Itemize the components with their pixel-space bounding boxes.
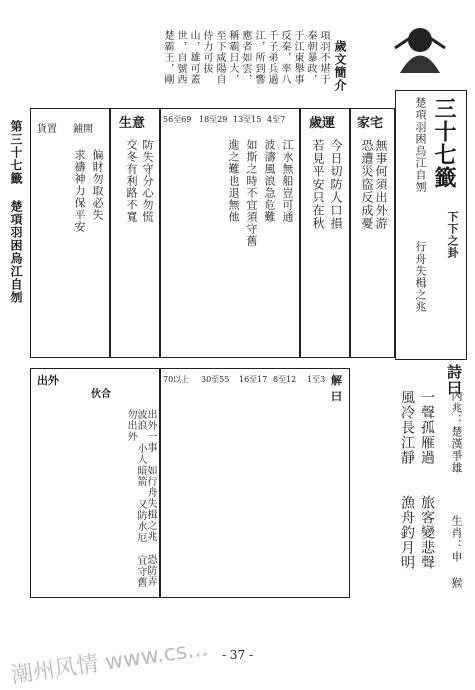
title-block (395, 90, 467, 360)
age-table-top (160, 108, 300, 358)
cooperate-label: 伙合 (91, 389, 111, 400)
age-h-2: 18至29 (199, 115, 228, 124)
poem-label: 詩曰 (445, 364, 463, 396)
subtitle: 行舟失楫之兆 (414, 241, 427, 313)
fortune-number: 三十七籤 (431, 97, 457, 189)
history-label: 歲文簡介 (333, 40, 347, 92)
age-h-3: 13至15 (233, 115, 262, 124)
travel-block (30, 368, 160, 598)
poem-line-4: 旅客變悲聲 (419, 495, 435, 570)
home-block (350, 108, 395, 358)
age-b-3: 16至17 (239, 375, 268, 384)
solution-label: 解曰 (331, 374, 342, 403)
business-line-1: 防失守分心勿慌 (141, 139, 154, 223)
business-label: 生意 (119, 116, 146, 131)
main-line-3: 今日切防人口損 (329, 139, 343, 230)
age-b-4: 8至12 (273, 375, 297, 384)
business-line-3: 偏財勿取必失 (91, 149, 104, 221)
poem-line-1: 風冷長江靜 (399, 390, 415, 465)
home-label: 家宅 (357, 116, 384, 131)
age-b-5: 1至3 (307, 375, 326, 384)
watermark: 潮州风情 www.cs... (9, 636, 210, 689)
business-block (110, 108, 160, 358)
left-col-title: 第三十七籤 楚項羽困烏江自刎 (9, 120, 23, 304)
age-b-2: 30至55 (201, 375, 230, 384)
deity-illustration (390, 18, 450, 78)
headline: 楚項羽困烏江自刎 (414, 97, 427, 193)
money-left: 貨置 (37, 124, 57, 135)
zodiac: 生肖：申 猴 (450, 515, 463, 589)
travel-text: 出外一事 如行舟失楫之兆 恐防弄波浪 小人暗箭 又防水厄 宜守舊 勿出外 (125, 409, 156, 588)
year-line-4: 進之難也退無他 (227, 139, 240, 223)
age-h-1: 56至69 (163, 115, 192, 124)
business-line-2: 交冬有利路不寬 (125, 139, 138, 223)
fortune-type: 下下之卦 (446, 211, 459, 259)
age-b-1: 70以上 (163, 375, 190, 384)
poem-line-2: 漁舟釣月明 (399, 495, 415, 570)
business-line-4: 求禱神力保平安 (73, 149, 86, 233)
year-label: 歲運 (309, 116, 336, 131)
inner-omen: 內兆：楚漢爭雄 (450, 390, 463, 474)
year-line-3: 如斯之時不宜須守舊 (245, 139, 258, 247)
page-number: - 37 - (221, 648, 253, 662)
poem-block (395, 385, 467, 595)
solution-block (160, 368, 350, 598)
age-h-4: 4至7 (267, 115, 286, 124)
year-line-2: 波濤風浪急危難 (263, 139, 276, 223)
main-line-1: 無事何須出外游 (374, 139, 388, 230)
money-right: 鋪開 (73, 124, 93, 135)
history-text: 項羽不堪于秦朝暴政，于江東舉事反秦，率八千子弟兵過江，所到響應者如雲，稱霸日大，至下咸陽自侍力可拔山，雄可蓋世，自號西楚霸王，剛 (162, 30, 329, 85)
main-line-4: 若見平安只在秋 (311, 139, 325, 230)
year-block (300, 108, 350, 358)
money-block (30, 108, 110, 358)
travel-label: 出外 (37, 374, 59, 387)
main-line-2: 恐遭災盜反成憂 (360, 139, 374, 230)
poem-line-3: 一聲孤雁過 (419, 390, 435, 465)
year-line-1: 江水無船豈可通 (281, 139, 294, 223)
